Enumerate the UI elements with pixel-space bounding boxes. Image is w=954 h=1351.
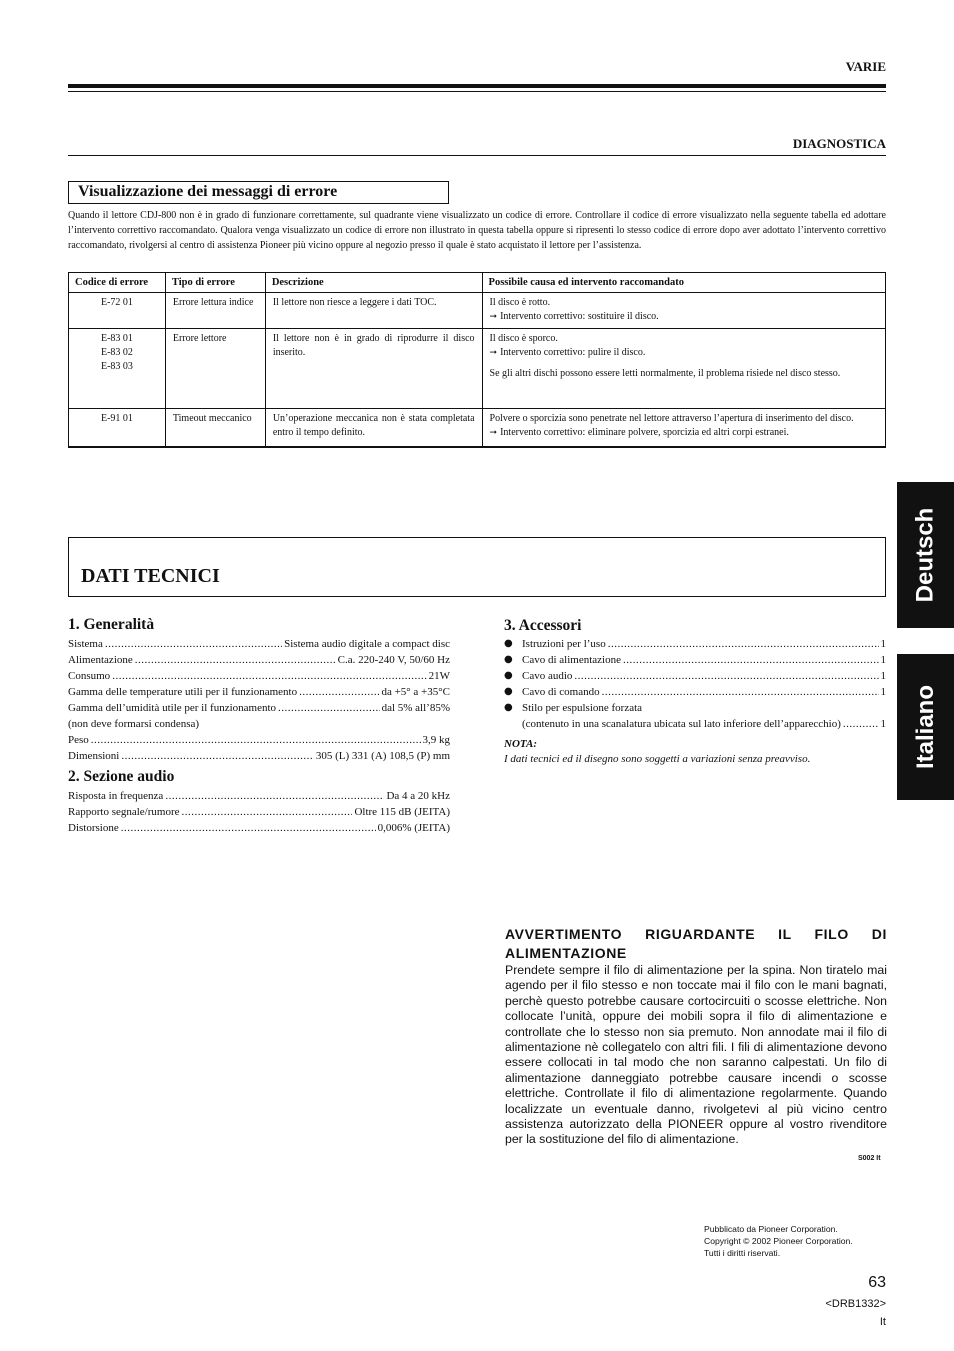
cause-line: Intervento correttivo: eliminare polvere, sporcizia ed altri corpi estranei. (500, 427, 789, 438)
rights-line: Tutti i diritti riservati. (704, 1248, 781, 1258)
spec-value: 3,9 kg (422, 734, 450, 746)
spec-row (68, 732, 450, 748)
error-code: E-72 01 (100, 297, 133, 308)
column-header-code: Codice di errore (69, 273, 166, 293)
error-code-cell (69, 293, 166, 329)
spec-row (68, 788, 450, 804)
cause-line: Intervento correttivo: sostituire il disco. (500, 311, 659, 322)
audio-specs-list (68, 788, 450, 836)
error-code: E-91 01 (100, 413, 133, 424)
column-header-cause: Possibile causa ed intervento raccomandato (482, 273, 885, 293)
error-cause-cell (482, 409, 885, 447)
cause-line: Il disco è sporco. (489, 333, 558, 344)
error-code: E-83 03 (100, 361, 133, 372)
copyright-line: Copyright © 2002 Pioneer Corporation. (704, 1236, 853, 1246)
dot-leader (182, 804, 353, 820)
spec-label: Rapporto segnale/rumore (68, 806, 180, 818)
error-description-cell: Il lettore non riesce a leggere i dati TOC. (265, 293, 482, 329)
error-description-cell: Un’operazione meccanica non è stata completata entro il tempo definito. (265, 409, 482, 447)
spec-label: Distorsione (68, 822, 119, 834)
bullet-icon: ● (504, 638, 513, 649)
power-cord-warning (505, 925, 887, 1148)
section-header: VARIE (845, 59, 886, 74)
cause-text (490, 367, 878, 381)
dot-leader (112, 668, 426, 684)
spec-value: 0,006% (JEITA) (377, 822, 450, 834)
spec-value: 1 (880, 638, 886, 650)
error-cause-cell (482, 293, 885, 329)
spec-value: 1 (880, 670, 886, 682)
specs-title: DATI TECNICI (81, 565, 220, 587)
corrective-action (490, 310, 878, 324)
error-code-cell (69, 329, 166, 409)
spec-label: Consumo (68, 670, 111, 682)
spec-row (68, 700, 450, 716)
error-table-row (69, 409, 886, 447)
note-text: I dati tecnici ed il disegno sono soggetti a variazioni senza preavviso. (504, 753, 811, 765)
error-table (68, 272, 886, 448)
spec-row (68, 668, 450, 684)
spec-row (504, 668, 886, 684)
cause-line: Intervento correttivo: pulire il disco. (500, 347, 646, 358)
general-specs-list (68, 636, 450, 764)
dot-leader (91, 732, 421, 748)
dot-leader (608, 636, 879, 652)
error-type-cell: Errore lettore (165, 329, 265, 409)
document-code: <DRB1332> (825, 1298, 886, 1310)
spec-value: 305 (L) 331 (A) 108,5 (P) mm (315, 750, 450, 762)
side-tab-italiano[interactable] (897, 654, 954, 800)
spec-value: 1 (880, 686, 886, 698)
subsection-rule (68, 155, 886, 156)
publisher-block (704, 1223, 853, 1259)
error-description-cell: Il lettore non è in grado di riprodurre il disco inserito. (265, 329, 482, 409)
error-messages-title: Visualizzazione dei messaggi di errore (68, 181, 449, 204)
bullet-icon: ● (504, 670, 513, 681)
spec-value: C.a. 220-240 V, 50/60 Hz (337, 654, 450, 666)
cause-text (490, 412, 878, 426)
header-rule-thick (68, 84, 886, 88)
warning-title: AVVERTIMENTO RIGUARDANTE IL FILO DI ALIMENTAZIONE (505, 926, 887, 961)
side-tab-label: Italiano (911, 684, 939, 770)
error-code: E-83 02 (100, 347, 133, 358)
spec-label: Dimensioni (68, 750, 120, 762)
dot-leader (121, 748, 314, 764)
error-table-row (69, 293, 886, 329)
spacer (490, 360, 878, 367)
page-number: 63 (868, 1274, 886, 1291)
subsection-header: DIAGNOSTICA (792, 136, 886, 151)
arrow-right-icon: ➞ (489, 312, 498, 322)
warning-code: S002 It (858, 1155, 881, 1162)
error-table-row (69, 329, 886, 409)
dot-leader (135, 652, 336, 668)
column-header-description: Descrizione (265, 273, 482, 293)
note-label: NOTA: (504, 738, 537, 750)
spec-label: (contenuto in una scanalatura ubicata sul lato inferiore dell’apparecchio) (522, 718, 841, 730)
spec-value: dal 5% all’85% (381, 702, 450, 714)
arrow-right-icon: ➞ (489, 428, 498, 438)
corrective-action (490, 426, 878, 440)
spec-row (504, 700, 886, 716)
spec-row (504, 652, 886, 668)
spec-row (68, 716, 450, 732)
spec-label: Sistema (68, 638, 103, 650)
spec-row (504, 684, 886, 700)
error-messages-intro: Quando il lettore CDJ-800 non è in grado di funzionare correttamente, sul quadrante viene visualizzato un codice di errore. Controllare il codice di errore visualizzato nella seguente tabella ed adottare l’intervento correttivo raccomandato. Qualora venga visualizzato un codice di errore non illustrato in questa tabella oppure si ripresenti lo stesso codice di errore dopo aver adottato l’intervento correttivo raccomandato, rivolgersi al centro di assistenza Pioneer più vicino oppure al negozio presso il quale è stato acquistato il lettore per l’assistenza. (68, 210, 886, 251)
spec-label: Cavo di comando (522, 686, 600, 698)
spec-label: Cavo audio (522, 670, 573, 682)
corrective-action (490, 346, 878, 360)
dot-leader (299, 684, 379, 700)
spec-row (504, 636, 886, 652)
dot-leader (602, 684, 879, 700)
cause-text (490, 296, 878, 310)
spec-row (68, 652, 450, 668)
warning-body: Prendete sempre il filo di alimentazione per la spina. Non tiratelo mai agendo per il filo stesso e non toccate mai il filo con le mani bagnati, perchè questo potrebbe causare cortocircuiti o scosse elettriche. Non collocate l’unità, oppure dei mobili sopra il filo di alimentazione e controllate che lo stesso non sia premuto. Non annodate mai il filo di alimentazione nè collegatelo con altri fili. I fili di alimentazione devono essere collocati in tal modo che non saranno calpestati. Un filo di alimentazione danneggiato potrebbe causare incendi o scosse elettriche. Controllate il filo di alimentazione regolarmente. Quando localizzate un eventuale danno, rivolgetevi al più vicino centro assistenza autorizzato della PIONEER oppure al vostro rivenditore per la sostituzione del filo di alimentazione. (505, 963, 887, 1147)
spec-row (504, 716, 886, 732)
spec-value: 21W (428, 670, 450, 682)
error-table-header (69, 273, 886, 293)
spec-value: 1 (880, 718, 886, 730)
side-tab-deutsch[interactable] (897, 482, 954, 628)
dot-leader (165, 788, 384, 804)
language-code: It (879, 1316, 886, 1328)
spec-label: Alimentazione (68, 654, 133, 666)
spec-value: 1 (880, 654, 886, 666)
dot-leader (121, 820, 376, 836)
spec-label: Gamma dell’umidità utile per il funzionamento (68, 702, 277, 714)
spec-value: Da 4 a 20 kHz (386, 790, 450, 802)
error-code: E-83 01 (100, 333, 133, 344)
spec-label: (non deve formarsi condensa) (68, 718, 200, 730)
spec-label: Risposta in frequenza (68, 790, 164, 802)
cause-line: Se gli altri dischi possono essere letti normalmente, il problema risiede nel disco stesso. (489, 368, 841, 379)
cause-line: Polvere o sporcizia sono penetrate nel lettore attraverso l’apertura di inserimento del disco. (489, 413, 854, 424)
spec-value: Oltre 115 dB (JEITA) (354, 806, 450, 818)
error-code-cell (69, 409, 166, 447)
error-type-cell: Errore lettura indice (165, 293, 265, 329)
dot-leader (105, 636, 282, 652)
header-rule-thin (68, 91, 886, 92)
spec-label: Cavo di alimentazione (522, 654, 621, 666)
bullet-icon: ● (504, 686, 513, 697)
spec-label: Gamma delle temperature utili per il funzionamento (68, 686, 298, 698)
cause-text (490, 332, 878, 346)
spec-row (68, 636, 450, 652)
dot-leader (278, 700, 380, 716)
spec-value: da +5° a +35°C (381, 686, 450, 698)
publisher-line: Pubblicato da Pioneer Corporation. (704, 1224, 838, 1234)
cause-line: Il disco è rotto. (489, 297, 551, 308)
error-type-cell: Timeout meccanico (165, 409, 265, 447)
error-cause-cell (482, 329, 885, 409)
audio-heading: 2. Sezione audio (68, 768, 175, 785)
spec-row (68, 684, 450, 700)
spec-label: Istruzioni per l’uso (522, 638, 606, 650)
accessories-heading: 3. Accessori (504, 617, 582, 634)
general-heading: 1. Generalità (68, 616, 155, 633)
spec-row (68, 820, 450, 836)
arrow-right-icon: ➞ (489, 348, 498, 358)
side-tab-label: Deutsch (911, 507, 939, 603)
column-header-type: Tipo di errore (165, 273, 265, 293)
spec-label: Stilo per espulsione forzata (522, 702, 643, 714)
dot-leader (623, 652, 879, 668)
spec-value: Sistema audio digitale a compact disc (284, 638, 450, 650)
spec-label: Peso (68, 734, 89, 746)
dot-leader (843, 716, 879, 732)
spec-row (68, 748, 450, 764)
bullet-icon: ● (504, 654, 513, 665)
spec-row (68, 804, 450, 820)
bullet-icon: ● (504, 702, 513, 713)
accessories-list (504, 636, 886, 732)
dot-leader (574, 668, 878, 684)
